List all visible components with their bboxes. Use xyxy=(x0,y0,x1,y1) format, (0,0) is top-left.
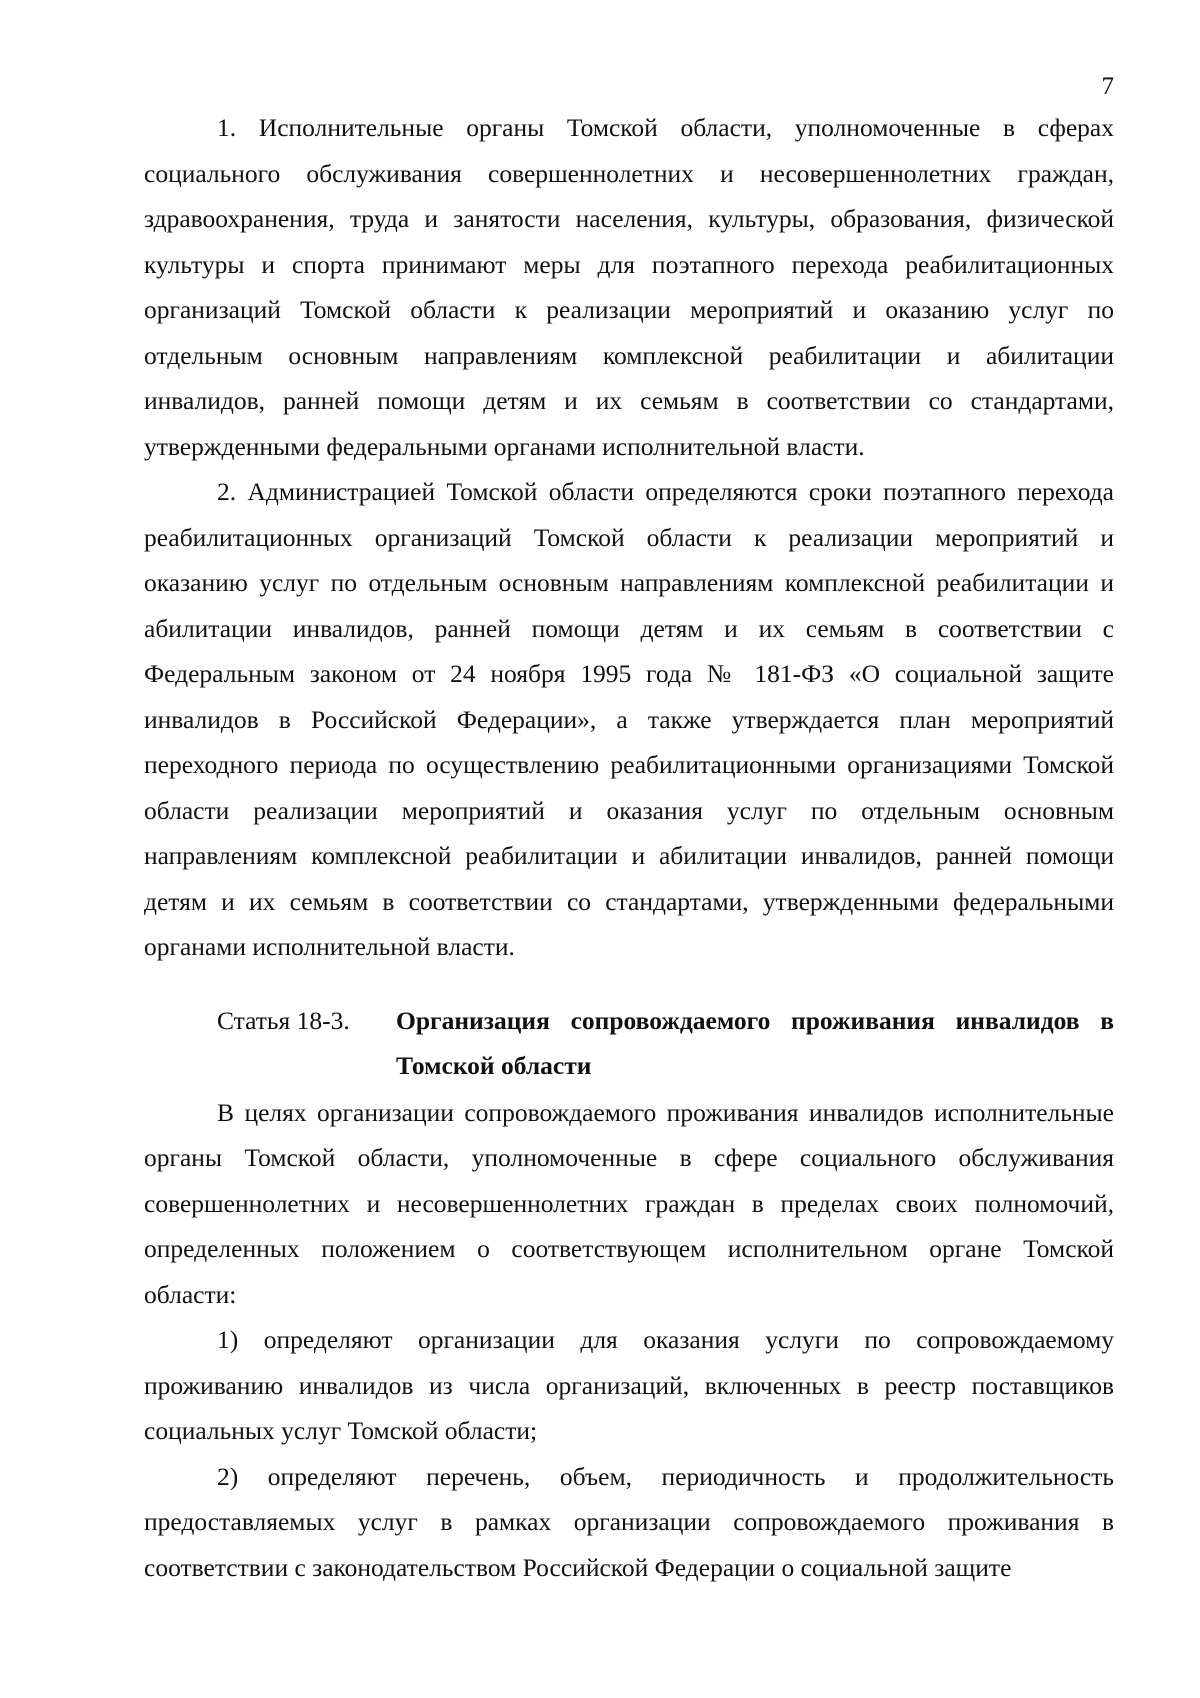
article-title: Организация сопровождаемого проживания инвалидов в Томской области xyxy=(396,1005,1114,1080)
list-item-2: 2) определяют перечень, объем, периодичность и продолжительность предоставляемых услуг в рамках организации сопровождаемого проживания в соответствии с законодательством Российской Федерации о социальной защите xyxy=(144,1461,1114,1582)
article-label: Статья 18-3. xyxy=(217,1005,350,1035)
paragraph-2: 2. Администрацией Томской области определяются сроки поэтапного перехода реабилитационных организаций Томской области к реализации мероприятий и оказанию услуг по отдельным основным направлениям комплексной реабилитации и абилитации инвалидов, ранней помощи детям и их семьям в соответствии с Федеральным законом от 24 ноября 1995 года № 181-ФЗ «О социальной защите инвалидов в Российской Федерации», а также утверждается план мероприятий переходного периода по осуществлению реабилитационными организациями Томской области реализации мероприятий и оказания услуг по отдельным основным направлениям комплексной реабилитации и абилитации инвалидов, ранней помощи детям и их семьям в соответствии со стандартами, утвержденными федеральными органами исполнительной власти. xyxy=(144,477,1114,961)
list-item-1: 1) определяют организации для оказания услуги по сопровождаемому проживанию инвалидов из числа организаций, включенных в реестр поставщиков социальных услуг Томской области; xyxy=(144,1325,1114,1445)
document-body xyxy=(144,105,1114,1590)
paragraph-1: 1. Исполнительные органы Томской области, уполномоченные в сферах социального обслуживания совершеннолетних и несовершеннолетних граждан, здравоохранения, труда и занятости населения, культуры, образования, физической культуры и спорта принимают меры для поэтапного перехода реабилитационных организаций Томской области к реализации мероприятий и оказанию услуг по отдельным основным направлениям комплексной реабилитации и абилитации инвалидов, ранней помощи детям и их семьям в соответствии со стандартами, утвержденными федеральными органами исполнительной власти. xyxy=(144,113,1114,461)
page-number: 7 xyxy=(1101,73,1114,100)
paragraph-3: В целях организации сопровождаемого проживания инвалидов исполнительные органы Томской области, уполномоченные в сфере социального обслуживания совершеннолетних и несовершеннолетних граждан в пределах своих полномочий, определенных положением о соответствующем исполнительном органе Томской области: xyxy=(144,1097,1114,1309)
article-heading xyxy=(144,998,1114,1088)
